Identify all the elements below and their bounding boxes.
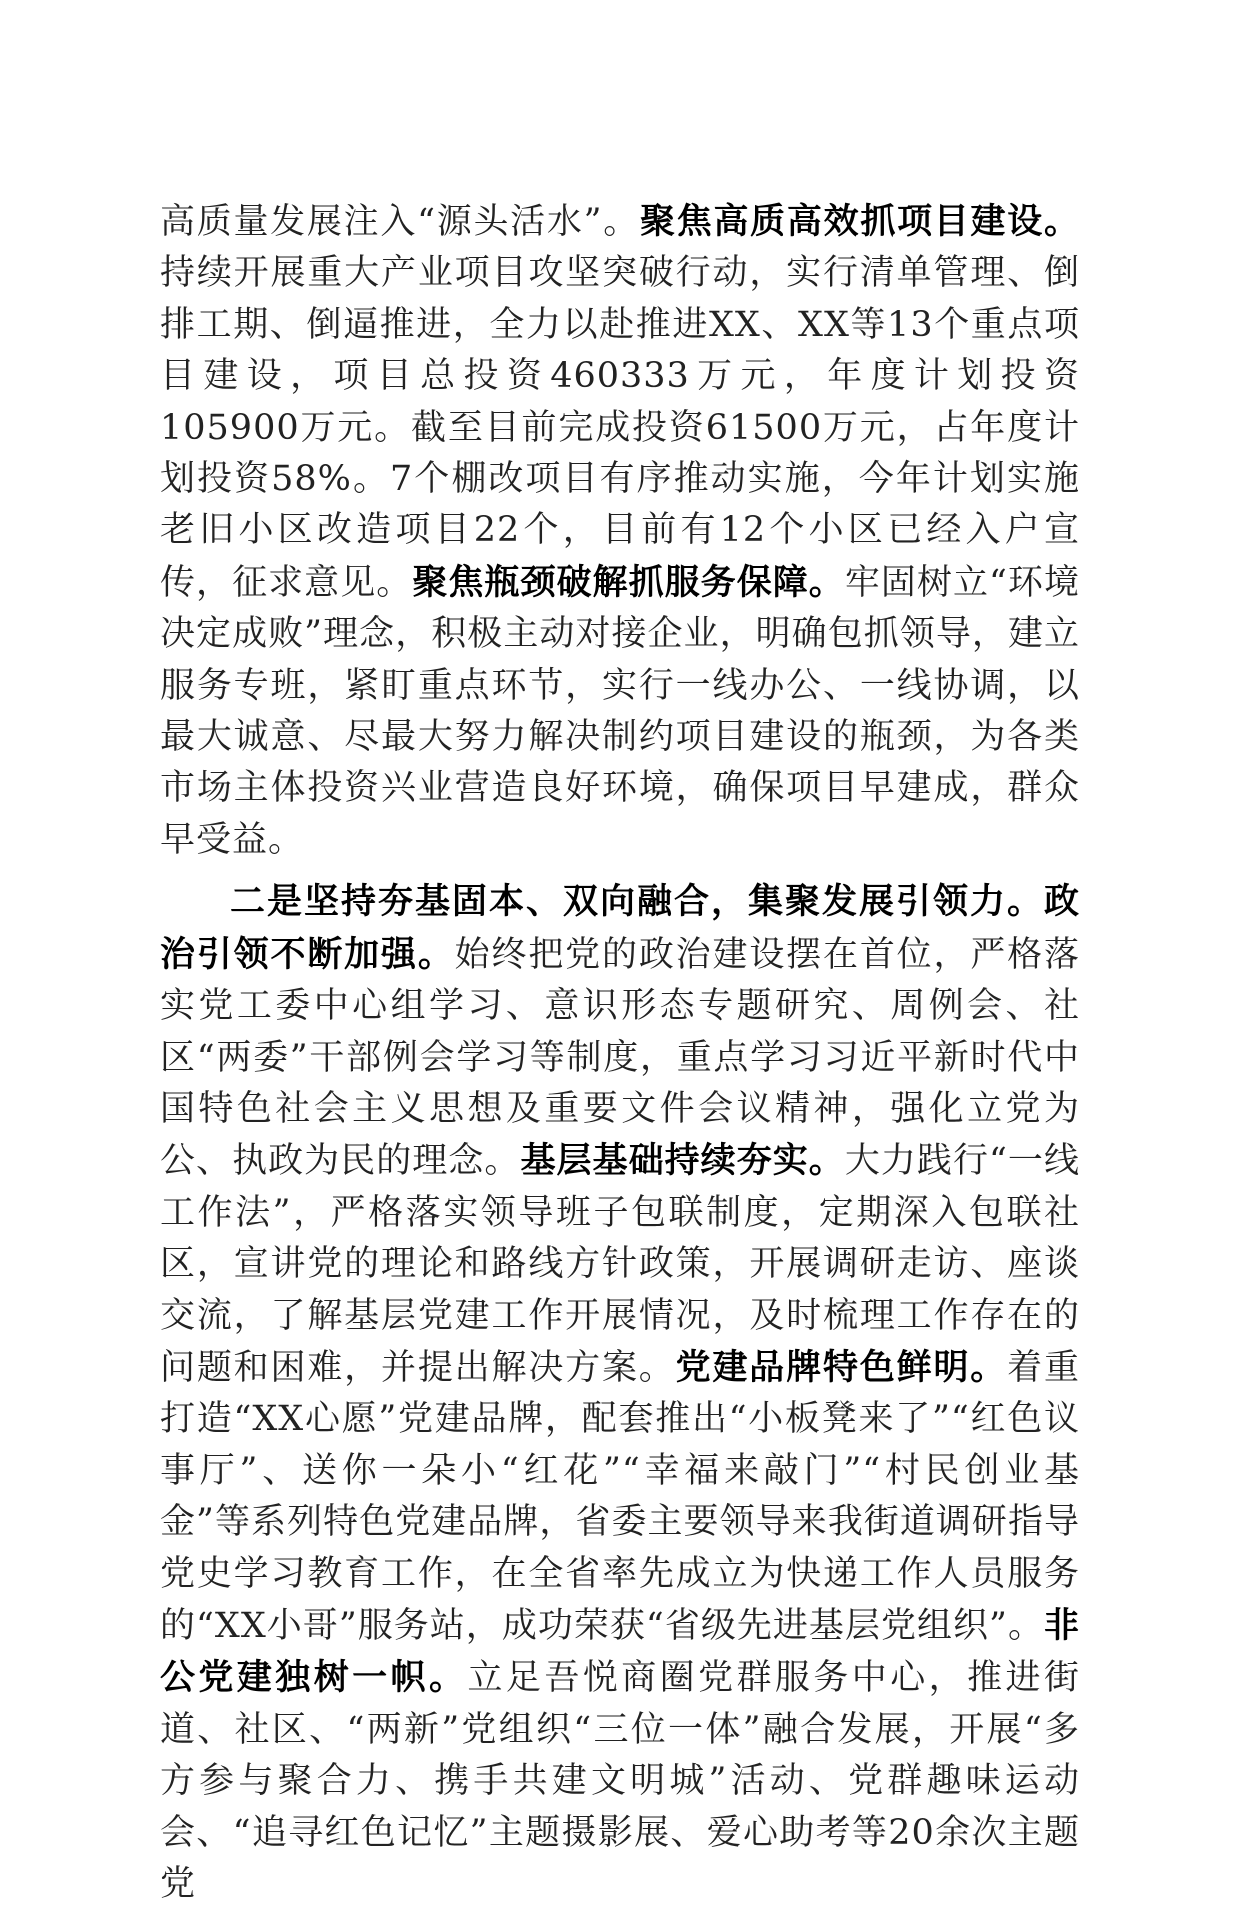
paragraph-project-construction — [160, 196, 1080, 866]
document-body — [160, 196, 1080, 1910]
paragraph-text: 立足吾悦商圈党群服务中心，推进街道、社区、“两新”党组织“三位一体”融合发展，开展“多方参与聚合力、携手共建文明城”活动、党群趣味运动会、“追寻红色记忆”主题摄影展、爱心助考等20余次主题党 — [160, 1658, 1080, 1904]
heading-grassroots-foundation: 基层基础持续夯实。 — [520, 1140, 845, 1182]
heading-non-public-party-building: 非公党建独树一帜。 — [160, 1604, 1080, 1699]
heading-party-leadership: 二是坚持夯基固本、双向融合，集聚发展引领力。政治引领不断加强。 — [160, 881, 1080, 975]
heading-party-brand: 党建品牌特色鲜明。 — [675, 1346, 1008, 1388]
paragraph-text: 大力践行“一线工作法”，严格落实领导班子包联制度，定期深入包联社区，宣讲党的理论和路线方针政策，开展调研走访、座谈交流，了解基层党建工作开展情况，及时梳理工作存在的问题和困难，并提出解决方案。 — [160, 1141, 1080, 1388]
paragraph-party-building — [160, 876, 1080, 1910]
paragraph-text: 持续开展重大产业项目攻坚突破行动，实行清单管理、倒排工期、倒逼推进，全力以赴推进XX、XX等13个重点项目建设，项目总投资460333万元，年度计划投资105900万元。截至目前完成投资61500万元，占年度计划投资58%。7个棚改项目有序推动实施，今年计划实施老旧小区改造项目22个，目前有12个小区已经入户宣传，征求意见。 — [160, 253, 1080, 603]
heading-project-construction: 聚焦高质高效抓项目建设。 — [639, 201, 1080, 242]
paragraph-text: 着重打造“XX心愿”党建品牌，配套推出“小板凳来了”“红色议事厅”、送你一朵小“红花”“幸福来敲门”“村民创业基金”等系列特色党建品牌，省委主要领导来我街道调研指导党史学习教育工作，在全省率先成立为快递工作人员服务的“XX小哥”服务站，成功荣获“省级先进基层党组织”。 — [160, 1347, 1080, 1646]
paragraph-text: 牢固树立“环境决定成败”理念，积极主动对接企业，明确包抓领导，建立服务专班，紧盯重点环节，实行一线办公、一线协调，以最大诚意、尽最大努力解决制约项目建设的瓶颈，为各类市场主体投资兴业营造良好环境，确保项目早建成，群众早受益。 — [160, 562, 1080, 860]
paragraph-text: 高质量发展注入“源头活水”。 — [160, 202, 640, 242]
paragraph-text: 始终把党的政治建设摆在首位，严格落实党工委中心组学习、意识形态专题研究、周例会、社区“两委”干部例会学习等制度，重点学习习近平新时代中国特色社会主义思想及重要文件会议精神，强化立党为公、执政为民的理念。 — [160, 934, 1080, 1182]
heading-service-guarantee: 聚焦瓶颈破解抓服务保障。 — [412, 561, 845, 603]
